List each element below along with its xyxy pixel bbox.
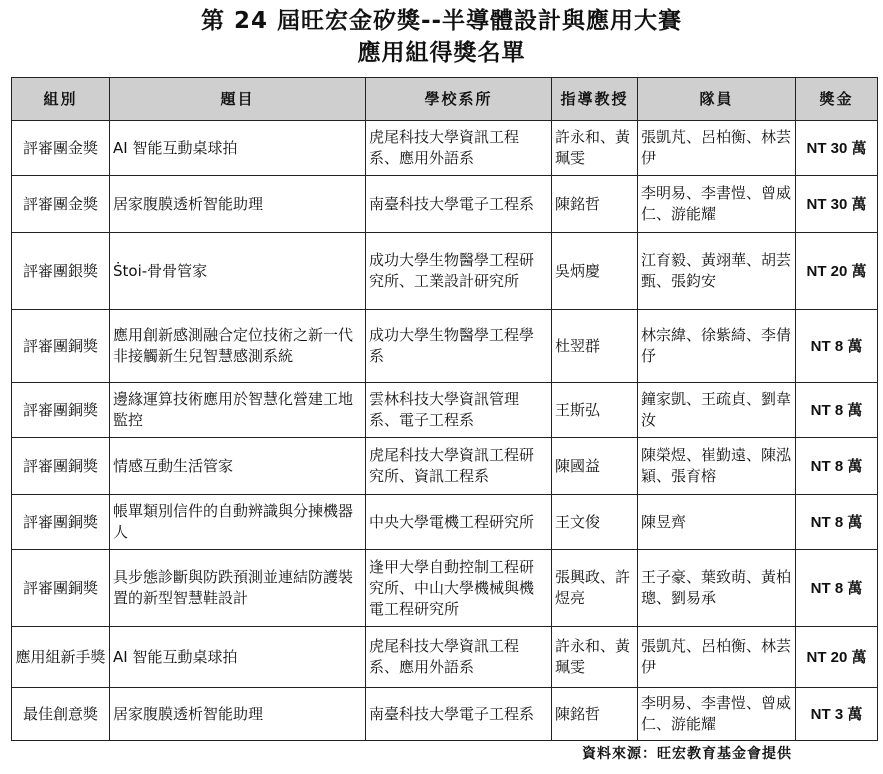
table-row — [12, 550, 878, 627]
row-prize: NT 8 萬 — [796, 383, 878, 438]
award-table — [11, 77, 878, 741]
row-members: 陳榮煜、崔勤遠、陳泓穎、張育榕 — [638, 438, 796, 495]
row-category: 評審團銅獎 — [12, 438, 110, 495]
header-school: 學校系所 — [366, 78, 552, 121]
row-prize: NT 8 萬 — [796, 495, 878, 550]
table-row — [12, 627, 878, 688]
row-school: 中央大學電機工程研究所 — [366, 495, 552, 550]
row-members: 張凱芃、呂柏衡、林芸伊 — [638, 121, 796, 176]
row-category: 評審團銀獎 — [12, 233, 110, 310]
source-note: 資料來源：旺宏教育基金會提供 — [582, 746, 792, 762]
table-header-row — [12, 78, 878, 121]
row-school: 南臺科技大學電子工程系 — [366, 176, 552, 233]
table-row — [12, 688, 878, 741]
header-members: 隊員 — [638, 78, 796, 121]
header-advisor: 指導教授 — [552, 78, 638, 121]
row-prize: NT 30 萬 — [796, 176, 878, 233]
row-topic: 情感互動生活管家 — [110, 438, 366, 495]
row-school: 成功大學生物醫學工程研究所、工業設計研究所 — [366, 233, 552, 310]
row-advisor: 吳炳慶 — [552, 233, 638, 310]
header-prize: 獎金 — [796, 78, 878, 121]
row-topic: 應用創新感測融合定位技術之新一代非接觸新生兒智慧感測系統 — [110, 310, 366, 383]
row-topic: Ṡtoi-骨骨管家 — [110, 233, 366, 310]
row-members: 李明易、李書愷、曾威仁、游能耀 — [638, 176, 796, 233]
row-school: 成功大學生物醫學工程學系 — [366, 310, 552, 383]
table-row — [12, 233, 878, 310]
header-topic: 題目 — [110, 78, 366, 121]
row-prize: NT 8 萬 — [796, 438, 878, 495]
row-school: 雲林科技大學資訊管理系、電子工程系 — [366, 383, 552, 438]
row-prize: NT 8 萬 — [796, 310, 878, 383]
row-members: 張凱芃、呂柏衡、林芸伊 — [638, 627, 796, 688]
row-topic: 居家腹膜透析智能助理 — [110, 688, 366, 741]
table-row — [12, 121, 878, 176]
row-members: 林宗緯、徐紫綺、李倩伃 — [638, 310, 796, 383]
row-advisor: 陳銘哲 — [552, 688, 638, 741]
row-advisor: 陳銘哲 — [552, 176, 638, 233]
row-advisor: 王文俊 — [552, 495, 638, 550]
header-category: 組別 — [12, 78, 110, 121]
row-school: 南臺科技大學電子工程系 — [366, 688, 552, 741]
row-category: 應用組新手獎 — [12, 627, 110, 688]
row-prize: NT 3 萬 — [796, 688, 878, 741]
row-prize: NT 30 萬 — [796, 121, 878, 176]
row-topic: 居家腹膜透析智能助理 — [110, 176, 366, 233]
row-category: 評審團銅獎 — [12, 495, 110, 550]
row-members: 李明易、李書愷、曾威仁、游能耀 — [638, 688, 796, 741]
row-prize: NT 8 萬 — [796, 550, 878, 627]
row-topic: 邊緣運算技術應用於智慧化營建工地監控 — [110, 383, 366, 438]
table-row — [12, 495, 878, 550]
row-topic: 具步態診斷與防跌預測並連結防護裝置的新型智慧鞋設計 — [110, 550, 366, 627]
row-members: 江育毅、黃翊華、胡芸甄、張鈞安 — [638, 233, 796, 310]
table-row — [12, 176, 878, 233]
row-topic: AI 智能互動桌球拍 — [110, 121, 366, 176]
document-subtitle: 應用組得獎名單 — [357, 40, 526, 66]
row-category: 評審團銅獎 — [12, 310, 110, 383]
row-category: 評審團金獎 — [12, 176, 110, 233]
row-topic: AI 智能互動桌球拍 — [110, 627, 366, 688]
row-category: 評審團金獎 — [12, 121, 110, 176]
table-row — [12, 438, 878, 495]
row-advisor: 王斯弘 — [552, 383, 638, 438]
row-topic: 帳單類別信件的自動辨識與分揀機器人 — [110, 495, 366, 550]
row-members: 陳昱齊 — [638, 495, 796, 550]
row-advisor: 張興政、許煜亮 — [552, 550, 638, 627]
document-title: 第 24 屆旺宏金矽獎--半導體設計與應用大賽 — [200, 8, 683, 34]
row-prize: NT 20 萬 — [796, 627, 878, 688]
row-category: 評審團銅獎 — [12, 383, 110, 438]
row-school: 虎尾科技大學資訊工程系、應用外語系 — [366, 627, 552, 688]
row-school: 虎尾科技大學資訊工程系、應用外語系 — [366, 121, 552, 176]
row-advisor: 許永和、黃珮雯 — [552, 121, 638, 176]
row-category: 評審團銅獎 — [12, 550, 110, 627]
row-advisor: 陳國益 — [552, 438, 638, 495]
row-members: 鐘家凱、王疏貞、劉韋汝 — [638, 383, 796, 438]
row-school: 逢甲大學自動控制工程研究所、中山大學機械與機電工程研究所 — [366, 550, 552, 627]
table-row — [12, 383, 878, 438]
table-row — [12, 310, 878, 383]
row-advisor: 杜翌群 — [552, 310, 638, 383]
row-advisor: 許永和、黃珮雯 — [552, 627, 638, 688]
row-members: 王子豪、葉致萌、黃柏璁、劉易承 — [638, 550, 796, 627]
row-prize: NT 20 萬 — [796, 233, 878, 310]
row-school: 虎尾科技大學資訊工程研究所、資訊工程系 — [366, 438, 552, 495]
row-category: 最佳創意獎 — [12, 688, 110, 741]
